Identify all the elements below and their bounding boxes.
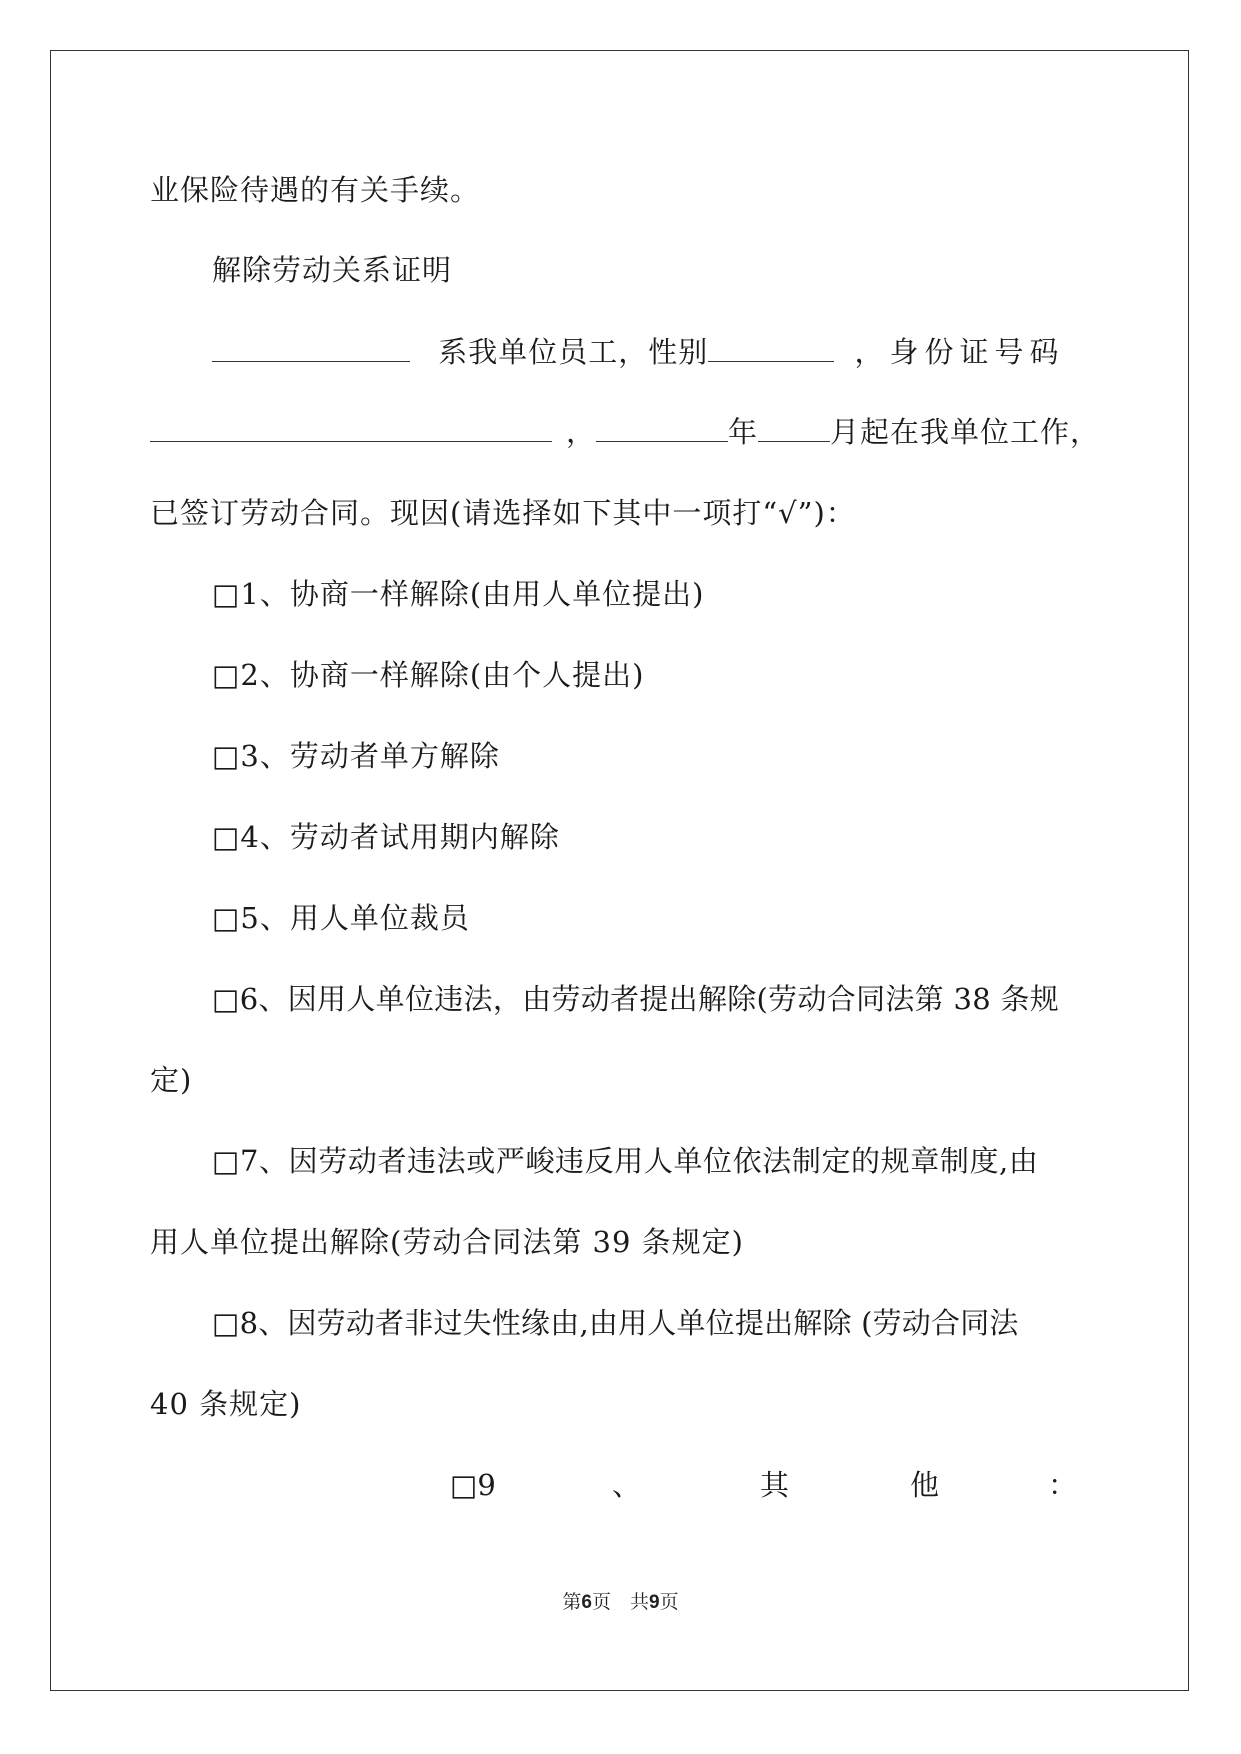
option-5[interactable]: □5、用人单位裁员: [212, 901, 470, 935]
option-8[interactable]: □8、因劳动者非过失性缘由,由用人单位提出解除 (劳动合同法: [212, 1306, 1019, 1340]
page-footer: [0, 1590, 1241, 1615]
option-4[interactable]: □4、劳动者试用期内解除: [212, 820, 560, 854]
option-7-continuation: 用人单位提出解除(劳动合同法第 39 条规定): [150, 1225, 744, 1259]
comma: ，: [566, 415, 597, 449]
page-border: [50, 50, 1189, 1691]
section-heading: 解除劳动关系证明: [212, 253, 453, 287]
option-9-ta: 他: [910, 1468, 940, 1502]
footer-prefix: 第: [562, 1591, 582, 1613]
id-date-line: [150, 414, 1100, 450]
employee-label: 系我单位员工，性别: [438, 335, 709, 369]
gender-blank[interactable]: [708, 337, 834, 362]
option-9-qi: 其: [760, 1468, 790, 1502]
id-number-blank[interactable]: [150, 417, 552, 442]
year-label: 年: [728, 415, 759, 449]
current-page-number: 6: [581, 1592, 592, 1613]
work-start-label: 月起在我单位工作，: [830, 415, 1101, 449]
option-9[interactable]: [0, 1467, 1241, 1503]
option-8-continuation: 40 条规定): [150, 1387, 302, 1421]
option-3[interactable]: □3、劳动者单方解除: [212, 739, 500, 773]
option-9-colon: ：: [1048, 1468, 1078, 1502]
option-9-separator: 、: [612, 1468, 642, 1502]
year-blank[interactable]: [596, 417, 728, 442]
id-label: ，身份证号码: [854, 335, 1065, 369]
employee-info-line: [212, 334, 1064, 370]
footer-mid: 页 共: [591, 1591, 649, 1613]
option-7[interactable]: □7、因劳动者违法或严峻违反用人单位依法制定的规章制度,由: [212, 1144, 1039, 1178]
option-6[interactable]: □6、因用人单位违法，由劳动者提出解除(劳动合同法第 38 条规: [212, 982, 1060, 1016]
option-9-checkbox[interactable]: □9: [450, 1468, 496, 1502]
paragraph-continuation: 业保险待遇的有关手续。: [150, 173, 481, 207]
option-1[interactable]: □1、协商一样解除(由用人单位提出): [212, 577, 705, 611]
total-page-number: 9: [649, 1592, 660, 1613]
option-6-continuation: 定): [150, 1063, 193, 1097]
month-blank[interactable]: [758, 417, 830, 442]
name-blank[interactable]: [212, 337, 410, 362]
footer-suffix: 页: [659, 1591, 679, 1613]
option-2[interactable]: □2、协商一样解除(由个人提出): [212, 658, 645, 692]
instruction-line: 已签订劳动合同。现因(请选择如下其中一项打“√”)：: [150, 496, 856, 530]
